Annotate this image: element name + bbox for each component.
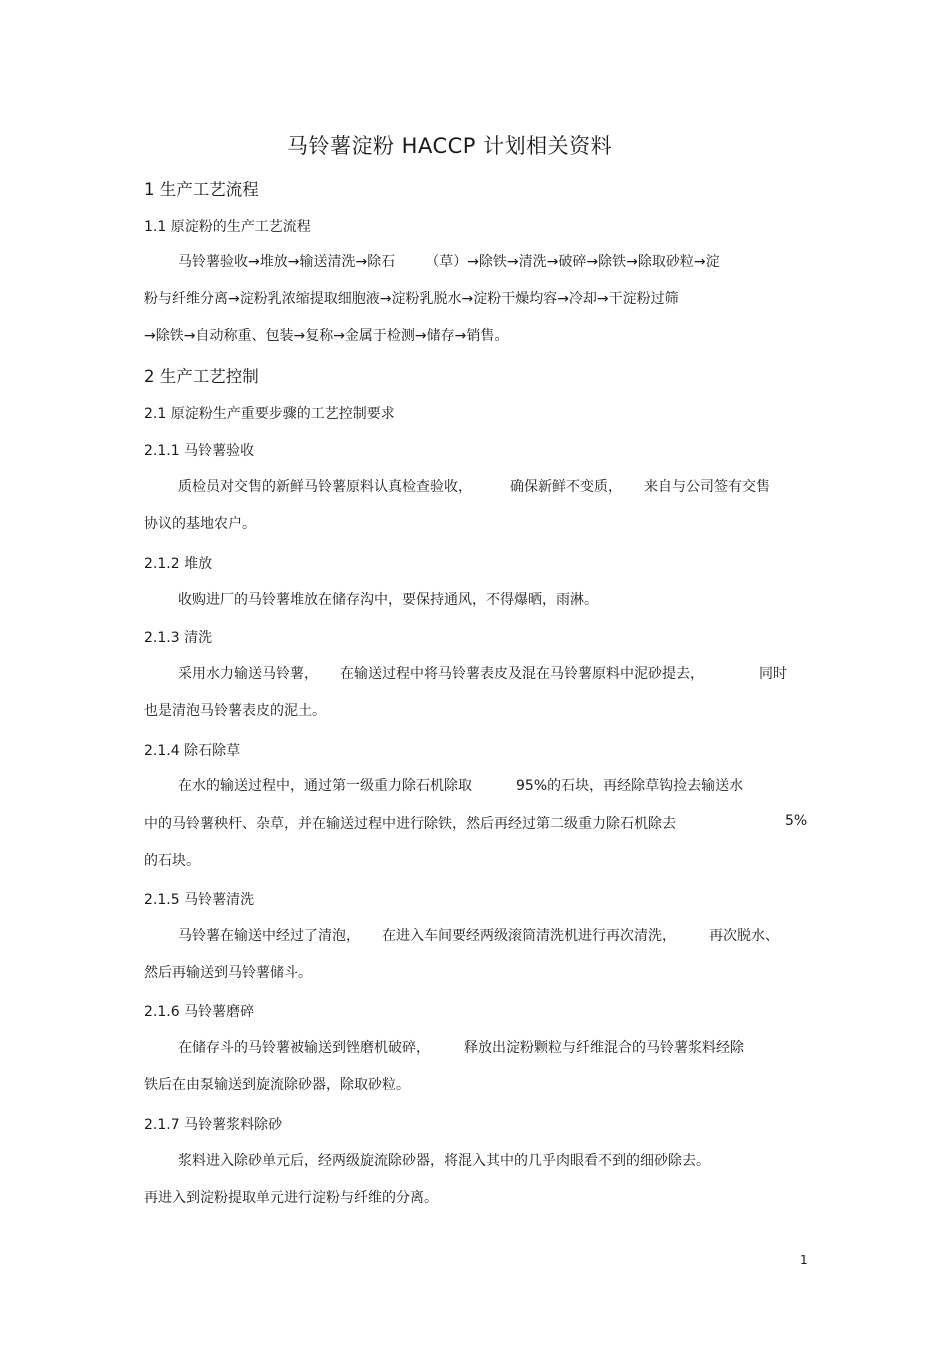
text-segment: （草）→除铁→清洗→破碎→除铁→除取砂粒→淀 bbox=[425, 254, 720, 270]
paragraph-line: 收购进厂的马铃薯堆放在储存沟中，要保持通风，不得爆晒，雨淋。 bbox=[178, 592, 598, 608]
section-heading-1-1: 1.1 原淀粉的生产工艺流程 bbox=[144, 219, 311, 235]
section-heading-2-1: 2.1 原淀粉生产重要步骤的工艺控制要求 bbox=[144, 406, 395, 422]
section-heading-2-1-2: 2.1.2 堆放 bbox=[144, 556, 213, 572]
paragraph-line: →除铁→自动称重、包装→复称→金属于检测→储存→销售。 bbox=[144, 328, 509, 344]
paragraph-line: 的石块。 bbox=[144, 853, 200, 869]
paragraph-line: 再进入到淀粉提取单元进行淀粉与纤维的分离。 bbox=[144, 1190, 438, 1206]
paragraph-line bbox=[178, 251, 720, 271]
text-segment: 同时 bbox=[759, 666, 787, 682]
text-segment: 马铃薯验收→堆放→输送清洗→除石 bbox=[178, 254, 396, 270]
text-segment: 确保新鲜不变质， bbox=[510, 479, 622, 495]
section-heading-2-1-5: 2.1.5 马铃薯清洗 bbox=[144, 892, 255, 908]
text-segment: 马铃薯在输送中经过了清泡， bbox=[178, 928, 360, 944]
page-number: 1 bbox=[800, 1253, 808, 1267]
paragraph-line: 粉与纤维分离→淀粉乳浓缩提取细胞液→淀粉乳脱水→淀粉干燥均容→冷却→干淀粉过筛 bbox=[144, 291, 679, 307]
text-segment: 采用水力输送马铃薯， bbox=[178, 666, 318, 682]
section-heading-1: 1 生产工艺流程 bbox=[144, 180, 259, 199]
paragraph-line bbox=[178, 476, 770, 496]
text-segment: 在输送过程中将马铃薯表皮及混在马铃薯原料中泥砂提去， bbox=[340, 666, 704, 682]
text-segment: 在水的输送过程中，通过第一级重力除石机除取 bbox=[178, 778, 472, 794]
section-heading-2-1-1: 2.1.1 马铃薯验收 bbox=[144, 443, 255, 459]
paragraph-line bbox=[178, 663, 787, 683]
paragraph-line bbox=[178, 775, 743, 795]
section-heading-2-1-3: 2.1.3 清洗 bbox=[144, 630, 213, 646]
document-title: 马铃薯淀粉 HACCP 计划相关资料 bbox=[287, 134, 613, 158]
text-segment: 质检员对交售的新鲜马铃薯原料认真检查验收， bbox=[178, 479, 472, 495]
text-segment: 在进入车间要经两级滚筒清洗机进行再次清洗， bbox=[382, 928, 676, 944]
text-segment: 来自与公司签有交售 bbox=[644, 479, 770, 495]
paragraph-line: 然后再输送到马铃薯储斗。 bbox=[144, 965, 312, 981]
section-heading-2-1-7: 2.1.7 马铃薯浆料除砂 bbox=[144, 1117, 283, 1133]
paragraph-line: 协议的基地农户。 bbox=[144, 516, 256, 532]
section-heading-2-1-4: 2.1.4 除石除草 bbox=[144, 743, 241, 759]
section-heading-2: 2 生产工艺控制 bbox=[144, 367, 259, 386]
text-segment: 95%的石块，再经除草钩捡去输送水 bbox=[516, 778, 744, 794]
section-heading-2-1-6: 2.1.6 马铃薯磨碎 bbox=[144, 1004, 255, 1020]
paragraph-line: 浆料进入除砂单元后，经两级旋流除砂器，将混入其中的几乎肉眼看不到的细砂除去。 bbox=[178, 1153, 710, 1169]
paragraph-line-end: 5% bbox=[785, 813, 808, 829]
paragraph-line bbox=[178, 925, 779, 945]
paragraph-line: 也是清泡马铃薯表皮的泥土。 bbox=[144, 703, 326, 719]
paragraph-line: 铁后在由泵输送到旋流除砂器，除取砂粒。 bbox=[144, 1077, 410, 1093]
text-segment: 在储存斗的马铃薯被输送到锉磨机破碎， bbox=[178, 1040, 430, 1056]
paragraph-line: 中的马铃薯秧杆、杂草，并在输送过程中进行除铁，然后再经过第二级重力除石机除去 bbox=[144, 816, 676, 832]
paragraph-line bbox=[178, 1037, 744, 1057]
text-segment: 释放出淀粉颗粒与纤维混合的马铃薯浆料经除 bbox=[464, 1040, 744, 1056]
text-segment: 再次脱水、 bbox=[709, 928, 779, 944]
